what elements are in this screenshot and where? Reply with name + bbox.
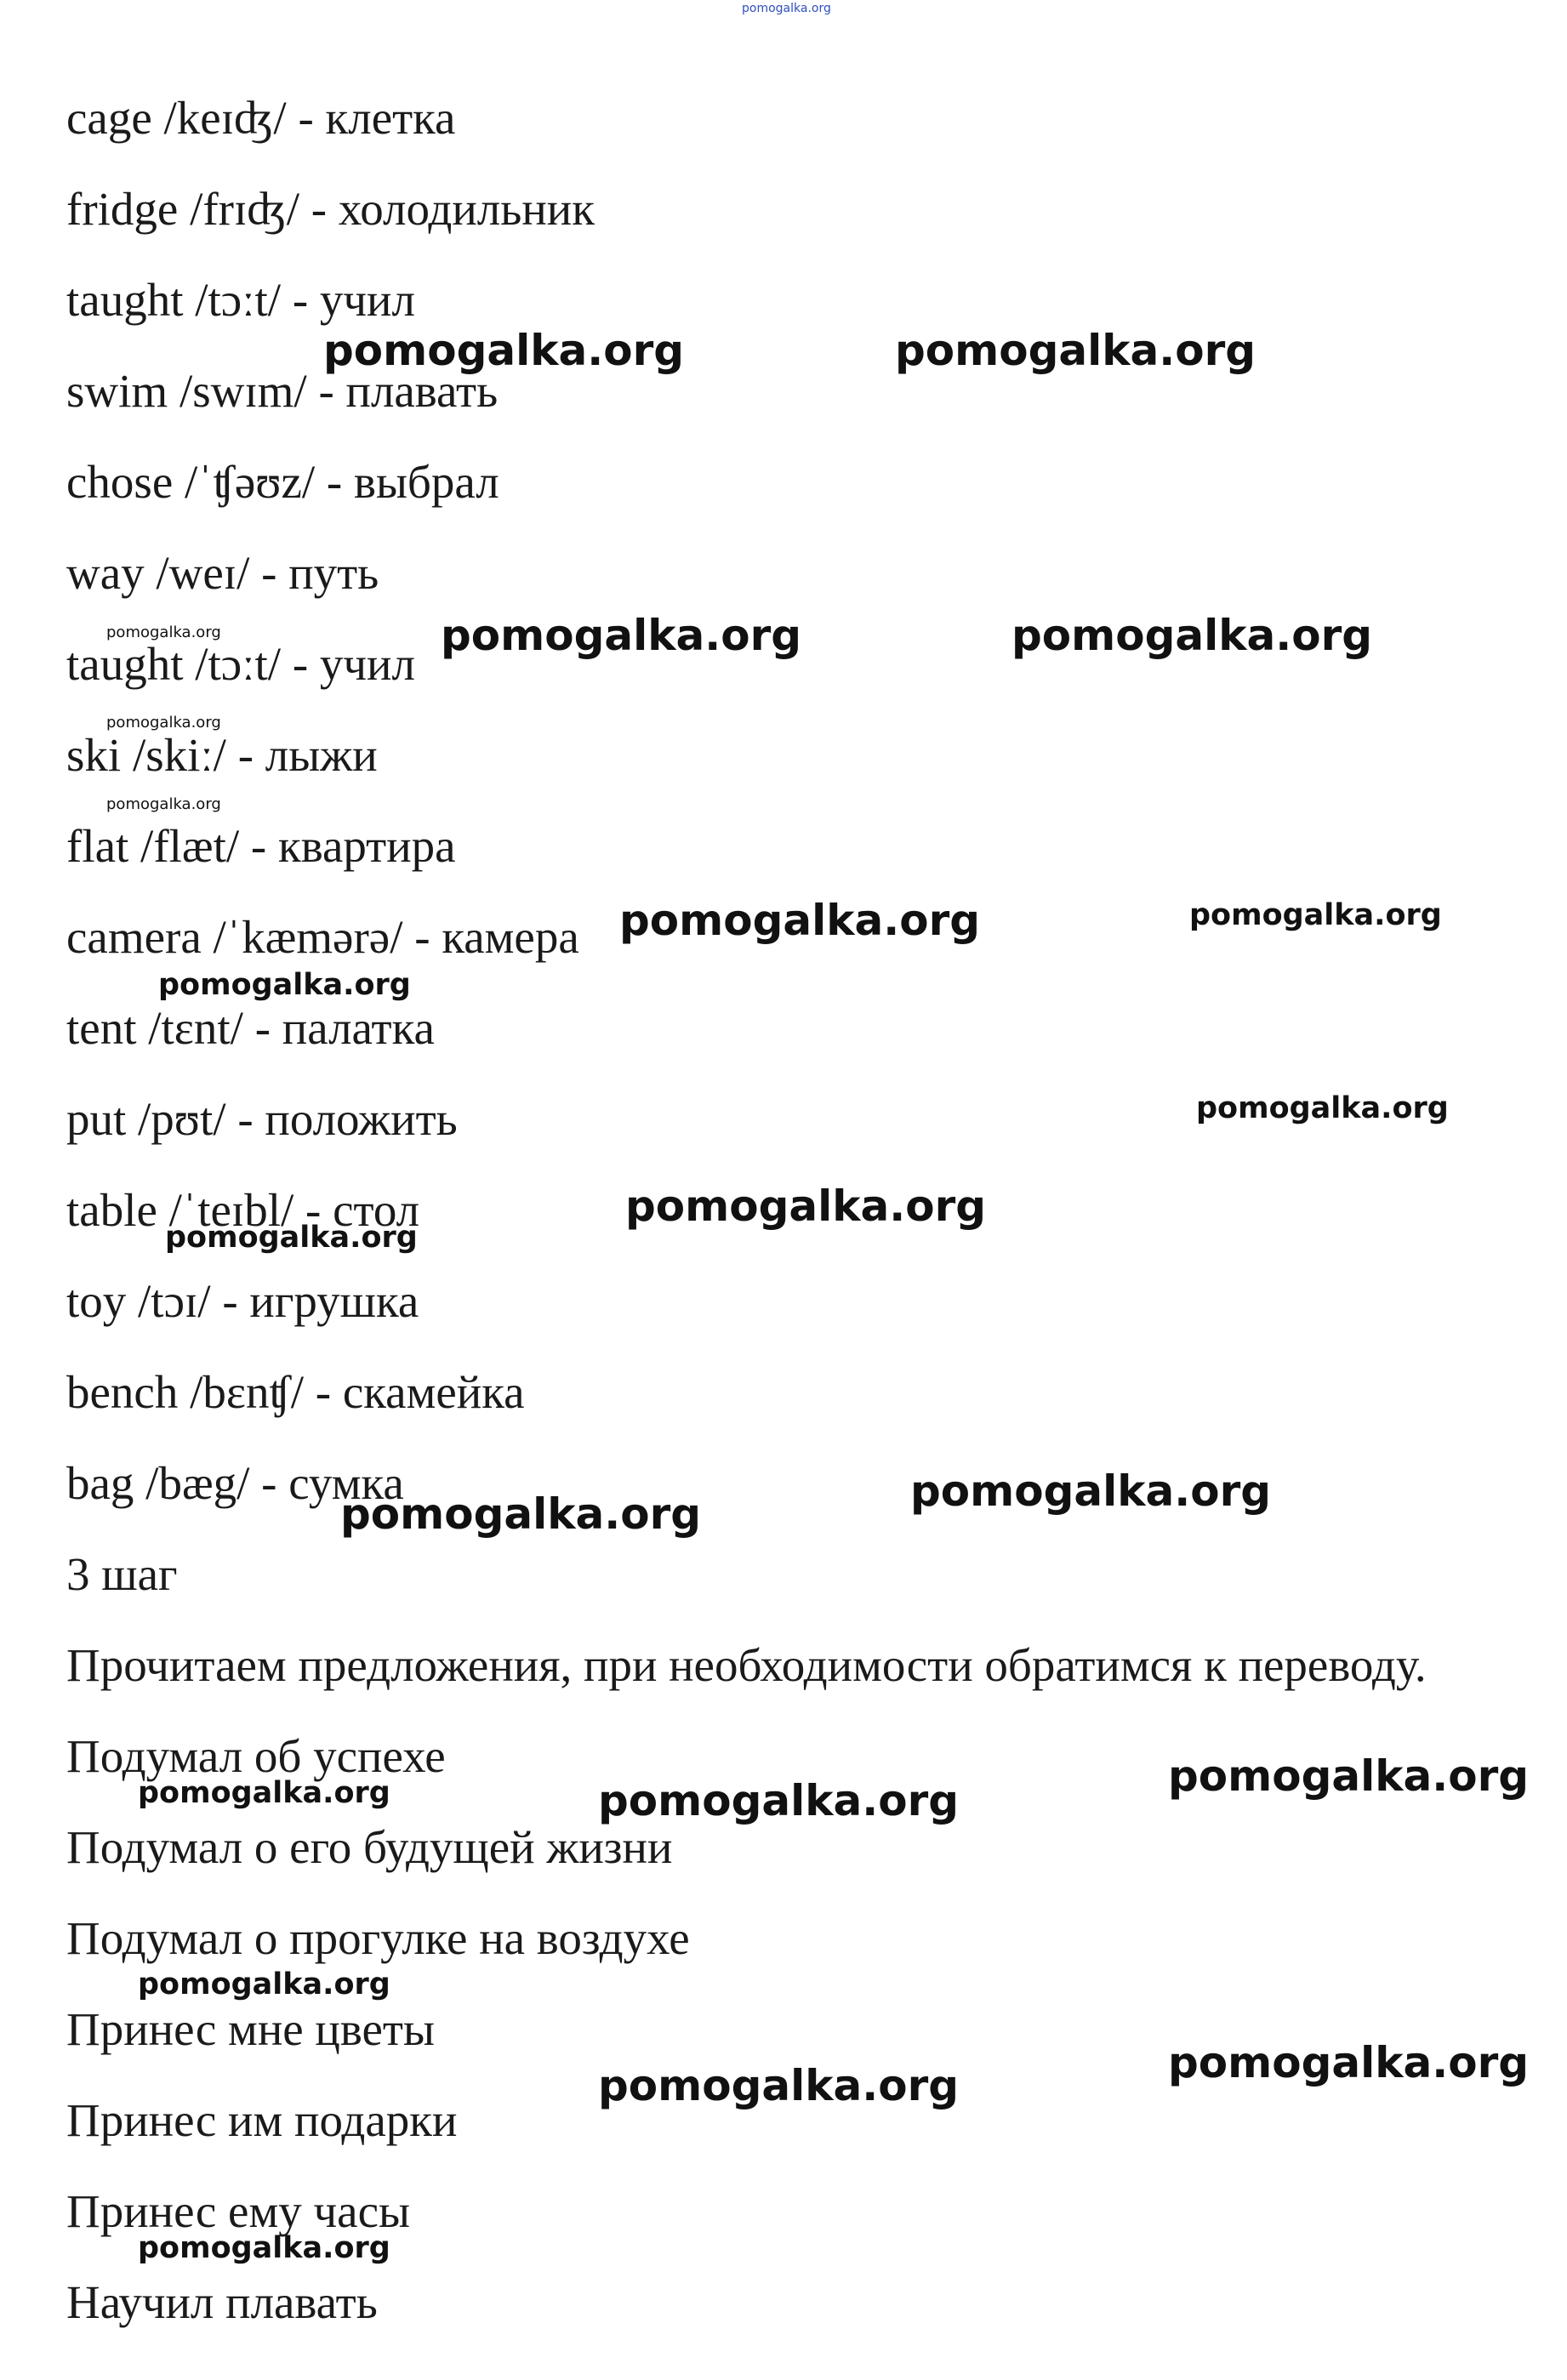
vocab-word: taught	[66, 274, 184, 326]
watermark: pomogalka.org	[138, 2231, 390, 2265]
watermark: pomogalka.org	[106, 714, 221, 732]
vocab-translation: камера	[442, 911, 579, 963]
sentence: Подумал о прогулке на воздухе	[66, 1912, 690, 1964]
vocab-word: ski	[66, 729, 122, 781]
vocab-word: fridge	[66, 183, 179, 235]
vocab-item: swim /swɪm/ - плавать	[66, 365, 499, 417]
vocab-word: swim	[66, 365, 168, 417]
vocab-ipa: /skiː/	[132, 729, 226, 781]
watermark: pomogalka.org	[441, 611, 802, 660]
watermark: pomogalka.org	[138, 1967, 390, 2001]
vocab-word: camera	[66, 911, 202, 963]
vocab-item: put /pʊt/ - положить	[66, 1093, 458, 1145]
watermark: pomogalka.org	[340, 1489, 702, 1539]
vocab-item: bag /bæg/ - сумка	[66, 1457, 404, 1509]
vocab-translation: выбрал	[354, 456, 499, 508]
watermark: pomogalka.org	[165, 1221, 418, 1255]
watermark: pomogalka.org	[106, 795, 221, 813]
vocab-word: way	[66, 547, 145, 599]
vocab-item: bench /bɛnʧ/ - скамейка	[66, 1366, 525, 1418]
vocab-ipa: /tɛnt/	[148, 1002, 243, 1054]
vocab-translation: положить	[265, 1093, 458, 1145]
vocab-translation: плавать	[345, 365, 499, 417]
vocab-ipa: /pʊt/	[138, 1093, 226, 1145]
vocab-ipa: /swɪm/	[179, 365, 307, 417]
watermark: pomogalka.org	[598, 2061, 960, 2110]
vocab-ipa: /tɔːt/	[195, 274, 282, 326]
sentence: Принес мне цветы	[66, 2003, 435, 2055]
vocab-word: bag	[66, 1457, 134, 1509]
vocab-ipa: /frɪʤ/	[190, 183, 300, 235]
vocab-translation: квартира	[278, 820, 456, 872]
vocab-ipa: /tɔːt/	[195, 638, 282, 690]
vocab-ipa: /bæg/	[145, 1457, 250, 1509]
watermark: pomogalka.org	[1011, 611, 1373, 660]
watermark: pomogalka.org	[910, 1466, 1272, 1516]
vocab-word: taught	[66, 638, 184, 690]
vocab-item: ski /skiː/ - лыжи	[66, 729, 378, 781]
instruction-text: Прочитаем предложения, при необходимости обратимся к переводу.	[66, 1639, 1427, 1691]
vocab-translation: палатка	[282, 1002, 435, 1054]
vocab-item: table /ˈteɪbl/ - стол	[66, 1184, 420, 1236]
watermark: pomogalka.org	[323, 326, 685, 375]
vocab-ipa: /ˈkæmərə/	[213, 911, 403, 963]
watermark: pomogalka.org	[1189, 898, 1442, 932]
vocab-translation: лыжи	[265, 729, 378, 781]
sentence: Принес им подарки	[66, 2094, 458, 2146]
vocab-ipa: /keɪʤ/	[163, 92, 287, 144]
vocab-ipa: /bɛnʧ/	[190, 1366, 305, 1418]
sentence: Принес ему часы	[66, 2185, 410, 2237]
vocab-item: chose /ˈʧəʊz/ - выбрал	[66, 456, 499, 508]
watermark: pomogalka.org	[895, 326, 1256, 375]
vocab-word: table	[66, 1184, 157, 1236]
vocab-translation: учил	[319, 638, 415, 690]
vocab-word: cage	[66, 92, 152, 144]
watermark: pomogalka.org	[598, 1776, 960, 1825]
vocab-item: camera /ˈkæmərə/ - камера	[66, 911, 579, 963]
vocab-translation: скамейка	[342, 1366, 525, 1418]
header-watermark: pomogalka.org	[742, 2, 831, 15]
vocab-word: chose	[66, 456, 174, 508]
vocab-ipa: /flæt/	[140, 820, 240, 872]
vocab-item: tent /tɛnt/ - палатка	[66, 1002, 435, 1054]
vocab-item: fridge /frɪʤ/ - холодильник	[66, 183, 595, 235]
watermark: pomogalka.org	[106, 623, 221, 641]
watermark: pomogalka.org	[619, 896, 981, 945]
sentence: Научил плавать	[66, 2276, 378, 2328]
watermark: pomogalka.org	[138, 1776, 390, 1810]
watermark: pomogalka.org	[625, 1181, 987, 1231]
vocab-translation: игрушка	[249, 1275, 419, 1327]
vocab-item: flat /flæt/ - квартира	[66, 820, 456, 872]
vocab-ipa: /ˈʧəʊz/	[184, 456, 316, 508]
watermark: pomogalka.org	[1168, 1751, 1530, 1801]
vocab-item: taught /tɔːt/ - учил	[66, 274, 415, 326]
vocab-translation: холодильник	[338, 183, 595, 235]
vocab-ipa: /weɪ/	[156, 547, 250, 599]
vocab-word: tent	[66, 1002, 137, 1054]
vocab-item: cage /keɪʤ/ - клетка	[66, 92, 456, 144]
vocab-ipa: /ˈteɪbl/	[168, 1184, 294, 1236]
step-heading: 3 шаг	[66, 1548, 178, 1600]
vocab-word: bench	[66, 1366, 179, 1418]
watermark: pomogalka.org	[1168, 2038, 1530, 2087]
vocab-item: toy /tɔɪ/ - игрушка	[66, 1275, 419, 1327]
vocab-translation: путь	[288, 547, 379, 599]
vocab-translation: стол	[333, 1184, 420, 1236]
vocab-item: way /weɪ/ - путь	[66, 547, 379, 599]
watermark: pomogalka.org	[158, 968, 411, 1002]
vocab-word: toy	[66, 1275, 127, 1327]
vocab-translation: клетка	[325, 92, 456, 144]
vocab-ipa: /tɔɪ/	[138, 1275, 211, 1327]
vocab-translation: учил	[319, 274, 415, 326]
vocab-item: taught /tɔːt/ - учил	[66, 638, 415, 690]
vocab-word: flat	[66, 820, 129, 872]
sentence: Подумал об успехе	[66, 1730, 446, 1782]
vocab-translation: сумка	[288, 1457, 404, 1509]
watermark: pomogalka.org	[1196, 1091, 1449, 1125]
sentence: Подумал о его будущей жизни	[66, 1821, 673, 1873]
vocab-word: put	[66, 1093, 127, 1145]
